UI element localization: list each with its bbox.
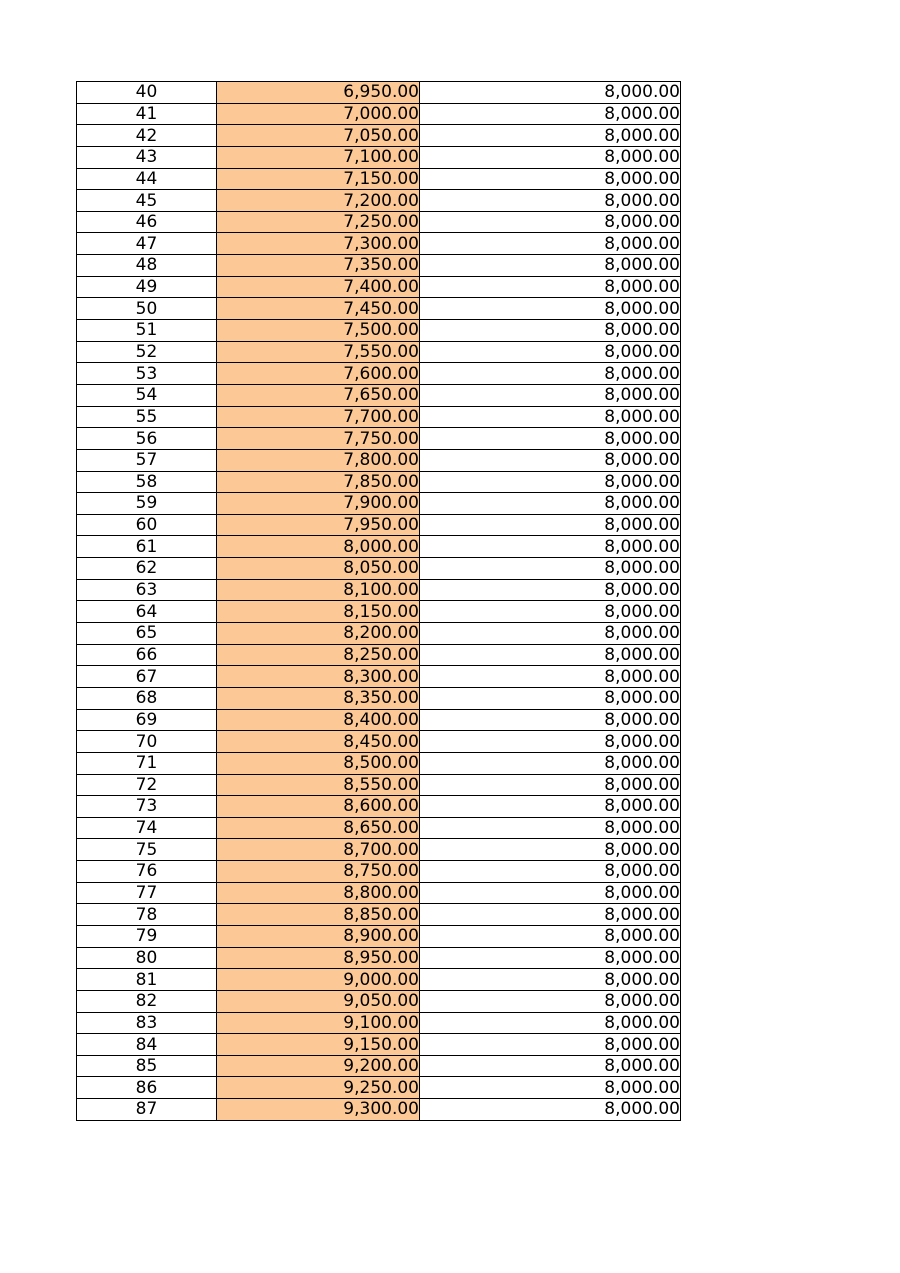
amount-cell: 7,500.00 — [217, 320, 420, 342]
row-number-cell: 60 — [77, 514, 217, 536]
amount-cell: 8,850.00 — [217, 904, 420, 926]
row-number-cell: 72 — [77, 774, 217, 796]
row-number-cell: 59 — [77, 493, 217, 515]
limit-cell: 8,000.00 — [420, 882, 681, 904]
amount-cell: 8,450.00 — [217, 731, 420, 753]
table-row — [77, 731, 681, 753]
amount-cell: 8,500.00 — [217, 752, 420, 774]
limit-cell: 8,000.00 — [420, 1077, 681, 1099]
limit-cell: 8,000.00 — [420, 947, 681, 969]
amount-cell: 8,300.00 — [217, 666, 420, 688]
row-number-cell: 66 — [77, 644, 217, 666]
limit-cell: 8,000.00 — [420, 471, 681, 493]
amount-cell: 9,250.00 — [217, 1077, 420, 1099]
row-number-cell: 48 — [77, 255, 217, 277]
amount-cell: 7,100.00 — [217, 146, 420, 168]
limit-cell: 8,000.00 — [420, 125, 681, 147]
table-row — [77, 644, 681, 666]
limit-cell: 8,000.00 — [420, 687, 681, 709]
limit-cell: 8,000.00 — [420, 1099, 681, 1121]
table-row — [77, 276, 681, 298]
limit-cell: 8,000.00 — [420, 493, 681, 515]
limit-cell: 8,000.00 — [420, 558, 681, 580]
table-row — [77, 146, 681, 168]
table-row — [77, 925, 681, 947]
limit-cell: 8,000.00 — [420, 82, 681, 104]
limit-cell: 8,000.00 — [420, 623, 681, 645]
amount-cell: 7,850.00 — [217, 471, 420, 493]
table-row — [77, 752, 681, 774]
amount-cell: 8,000.00 — [217, 536, 420, 558]
row-number-cell: 74 — [77, 817, 217, 839]
row-number-cell: 77 — [77, 882, 217, 904]
amount-cell: 8,600.00 — [217, 796, 420, 818]
amount-cell: 7,950.00 — [217, 514, 420, 536]
amount-cell: 9,000.00 — [217, 969, 420, 991]
amount-cell: 7,150.00 — [217, 168, 420, 190]
limit-cell: 8,000.00 — [420, 298, 681, 320]
amount-cell: 7,900.00 — [217, 493, 420, 515]
table-row — [77, 947, 681, 969]
table-row — [77, 687, 681, 709]
limit-cell: 8,000.00 — [420, 406, 681, 428]
limit-cell: 8,000.00 — [420, 796, 681, 818]
row-number-cell: 57 — [77, 449, 217, 471]
limit-cell: 8,000.00 — [420, 666, 681, 688]
amount-cell: 7,650.00 — [217, 384, 420, 406]
table-row — [77, 471, 681, 493]
table-row — [77, 536, 681, 558]
table-row — [77, 861, 681, 883]
amount-cell: 8,550.00 — [217, 774, 420, 796]
amount-cell: 8,650.00 — [217, 817, 420, 839]
amount-cell: 8,800.00 — [217, 882, 420, 904]
amount-cell: 8,700.00 — [217, 839, 420, 861]
limit-cell: 8,000.00 — [420, 904, 681, 926]
limit-cell: 8,000.00 — [420, 709, 681, 731]
row-number-cell: 86 — [77, 1077, 217, 1099]
table-row — [77, 990, 681, 1012]
table-row — [77, 514, 681, 536]
row-number-cell: 50 — [77, 298, 217, 320]
row-number-cell: 80 — [77, 947, 217, 969]
limit-cell: 8,000.00 — [420, 233, 681, 255]
table-row — [77, 817, 681, 839]
amount-cell: 8,200.00 — [217, 623, 420, 645]
amount-cell: 7,550.00 — [217, 341, 420, 363]
amount-cell: 9,200.00 — [217, 1055, 420, 1077]
amount-cell: 8,150.00 — [217, 601, 420, 623]
row-number-cell: 44 — [77, 168, 217, 190]
table-row — [77, 774, 681, 796]
limit-cell: 8,000.00 — [420, 1055, 681, 1077]
amount-cell: 7,050.00 — [217, 125, 420, 147]
row-number-cell: 58 — [77, 471, 217, 493]
amount-cell: 7,300.00 — [217, 233, 420, 255]
row-number-cell: 83 — [77, 1012, 217, 1034]
data-table — [76, 81, 681, 1121]
row-number-cell: 73 — [77, 796, 217, 818]
table-row — [77, 709, 681, 731]
row-number-cell: 79 — [77, 925, 217, 947]
table-row — [77, 168, 681, 190]
table-row — [77, 579, 681, 601]
table-row — [77, 449, 681, 471]
row-number-cell: 42 — [77, 125, 217, 147]
table-row — [77, 125, 681, 147]
table-row — [77, 601, 681, 623]
limit-cell: 8,000.00 — [420, 601, 681, 623]
limit-cell: 8,000.00 — [420, 255, 681, 277]
amount-cell: 8,900.00 — [217, 925, 420, 947]
row-number-cell: 65 — [77, 623, 217, 645]
amount-cell: 8,400.00 — [217, 709, 420, 731]
amount-cell: 7,750.00 — [217, 428, 420, 450]
amount-cell: 7,700.00 — [217, 406, 420, 428]
table-row — [77, 428, 681, 450]
amount-cell: 8,750.00 — [217, 861, 420, 883]
limit-cell: 8,000.00 — [420, 817, 681, 839]
limit-cell: 8,000.00 — [420, 276, 681, 298]
amount-cell: 6,950.00 — [217, 82, 420, 104]
row-number-cell: 63 — [77, 579, 217, 601]
limit-cell: 8,000.00 — [420, 644, 681, 666]
row-number-cell: 43 — [77, 146, 217, 168]
row-number-cell: 70 — [77, 731, 217, 753]
table-row — [77, 666, 681, 688]
amount-cell: 7,250.00 — [217, 211, 420, 233]
table-row — [77, 493, 681, 515]
table-row — [77, 233, 681, 255]
amount-cell: 7,450.00 — [217, 298, 420, 320]
limit-cell: 8,000.00 — [420, 103, 681, 125]
row-number-cell: 84 — [77, 1034, 217, 1056]
row-number-cell: 56 — [77, 428, 217, 450]
limit-cell: 8,000.00 — [420, 774, 681, 796]
limit-cell: 8,000.00 — [420, 969, 681, 991]
row-number-cell: 40 — [77, 82, 217, 104]
limit-cell: 8,000.00 — [420, 449, 681, 471]
limit-cell: 8,000.00 — [420, 579, 681, 601]
table-row — [77, 839, 681, 861]
row-number-cell: 68 — [77, 687, 217, 709]
amount-cell: 8,950.00 — [217, 947, 420, 969]
limit-cell: 8,000.00 — [420, 752, 681, 774]
limit-cell: 8,000.00 — [420, 190, 681, 212]
row-number-cell: 87 — [77, 1099, 217, 1121]
table-row — [77, 796, 681, 818]
table-row — [77, 298, 681, 320]
row-number-cell: 55 — [77, 406, 217, 428]
table-row — [77, 190, 681, 212]
table-row — [77, 406, 681, 428]
amount-cell: 7,800.00 — [217, 449, 420, 471]
table-row — [77, 103, 681, 125]
row-number-cell: 61 — [77, 536, 217, 558]
limit-cell: 8,000.00 — [420, 1012, 681, 1034]
limit-cell: 8,000.00 — [420, 731, 681, 753]
row-number-cell: 49 — [77, 276, 217, 298]
limit-cell: 8,000.00 — [420, 536, 681, 558]
table-row — [77, 341, 681, 363]
amount-cell: 7,350.00 — [217, 255, 420, 277]
row-number-cell: 51 — [77, 320, 217, 342]
table-row — [77, 211, 681, 233]
amount-cell: 7,200.00 — [217, 190, 420, 212]
table-row — [77, 1034, 681, 1056]
amount-cell: 8,350.00 — [217, 687, 420, 709]
amount-cell: 7,400.00 — [217, 276, 420, 298]
table-row — [77, 969, 681, 991]
table-row — [77, 82, 681, 104]
table-row — [77, 363, 681, 385]
table-row — [77, 558, 681, 580]
limit-cell: 8,000.00 — [420, 428, 681, 450]
table-row — [77, 1077, 681, 1099]
table-row — [77, 1055, 681, 1077]
amount-cell: 9,050.00 — [217, 990, 420, 1012]
amount-cell: 8,100.00 — [217, 579, 420, 601]
limit-cell: 8,000.00 — [420, 168, 681, 190]
limit-cell: 8,000.00 — [420, 211, 681, 233]
row-number-cell: 52 — [77, 341, 217, 363]
table-row — [77, 904, 681, 926]
limit-cell: 8,000.00 — [420, 146, 681, 168]
row-number-cell: 71 — [77, 752, 217, 774]
amount-cell: 9,100.00 — [217, 1012, 420, 1034]
row-number-cell: 69 — [77, 709, 217, 731]
limit-cell: 8,000.00 — [420, 925, 681, 947]
limit-cell: 8,000.00 — [420, 839, 681, 861]
row-number-cell: 62 — [77, 558, 217, 580]
table-row — [77, 1012, 681, 1034]
table-row — [77, 623, 681, 645]
row-number-cell: 46 — [77, 211, 217, 233]
row-number-cell: 82 — [77, 990, 217, 1012]
table-row — [77, 384, 681, 406]
amount-cell: 8,050.00 — [217, 558, 420, 580]
table-body — [77, 82, 681, 1121]
amount-cell: 9,150.00 — [217, 1034, 420, 1056]
row-number-cell: 85 — [77, 1055, 217, 1077]
limit-cell: 8,000.00 — [420, 363, 681, 385]
row-number-cell: 47 — [77, 233, 217, 255]
limit-cell: 8,000.00 — [420, 1034, 681, 1056]
limit-cell: 8,000.00 — [420, 861, 681, 883]
table-row — [77, 320, 681, 342]
row-number-cell: 64 — [77, 601, 217, 623]
row-number-cell: 45 — [77, 190, 217, 212]
amount-cell: 7,600.00 — [217, 363, 420, 385]
row-number-cell: 81 — [77, 969, 217, 991]
amount-cell: 8,250.00 — [217, 644, 420, 666]
row-number-cell: 78 — [77, 904, 217, 926]
limit-cell: 8,000.00 — [420, 341, 681, 363]
row-number-cell: 67 — [77, 666, 217, 688]
amount-cell: 7,000.00 — [217, 103, 420, 125]
limit-cell: 8,000.00 — [420, 320, 681, 342]
limit-cell: 8,000.00 — [420, 384, 681, 406]
limit-cell: 8,000.00 — [420, 990, 681, 1012]
row-number-cell: 53 — [77, 363, 217, 385]
table-row — [77, 255, 681, 277]
row-number-cell: 75 — [77, 839, 217, 861]
limit-cell: 8,000.00 — [420, 514, 681, 536]
amount-cell: 9,300.00 — [217, 1099, 420, 1121]
row-number-cell: 41 — [77, 103, 217, 125]
row-number-cell: 76 — [77, 861, 217, 883]
table-row — [77, 1099, 681, 1121]
row-number-cell: 54 — [77, 384, 217, 406]
table-row — [77, 882, 681, 904]
